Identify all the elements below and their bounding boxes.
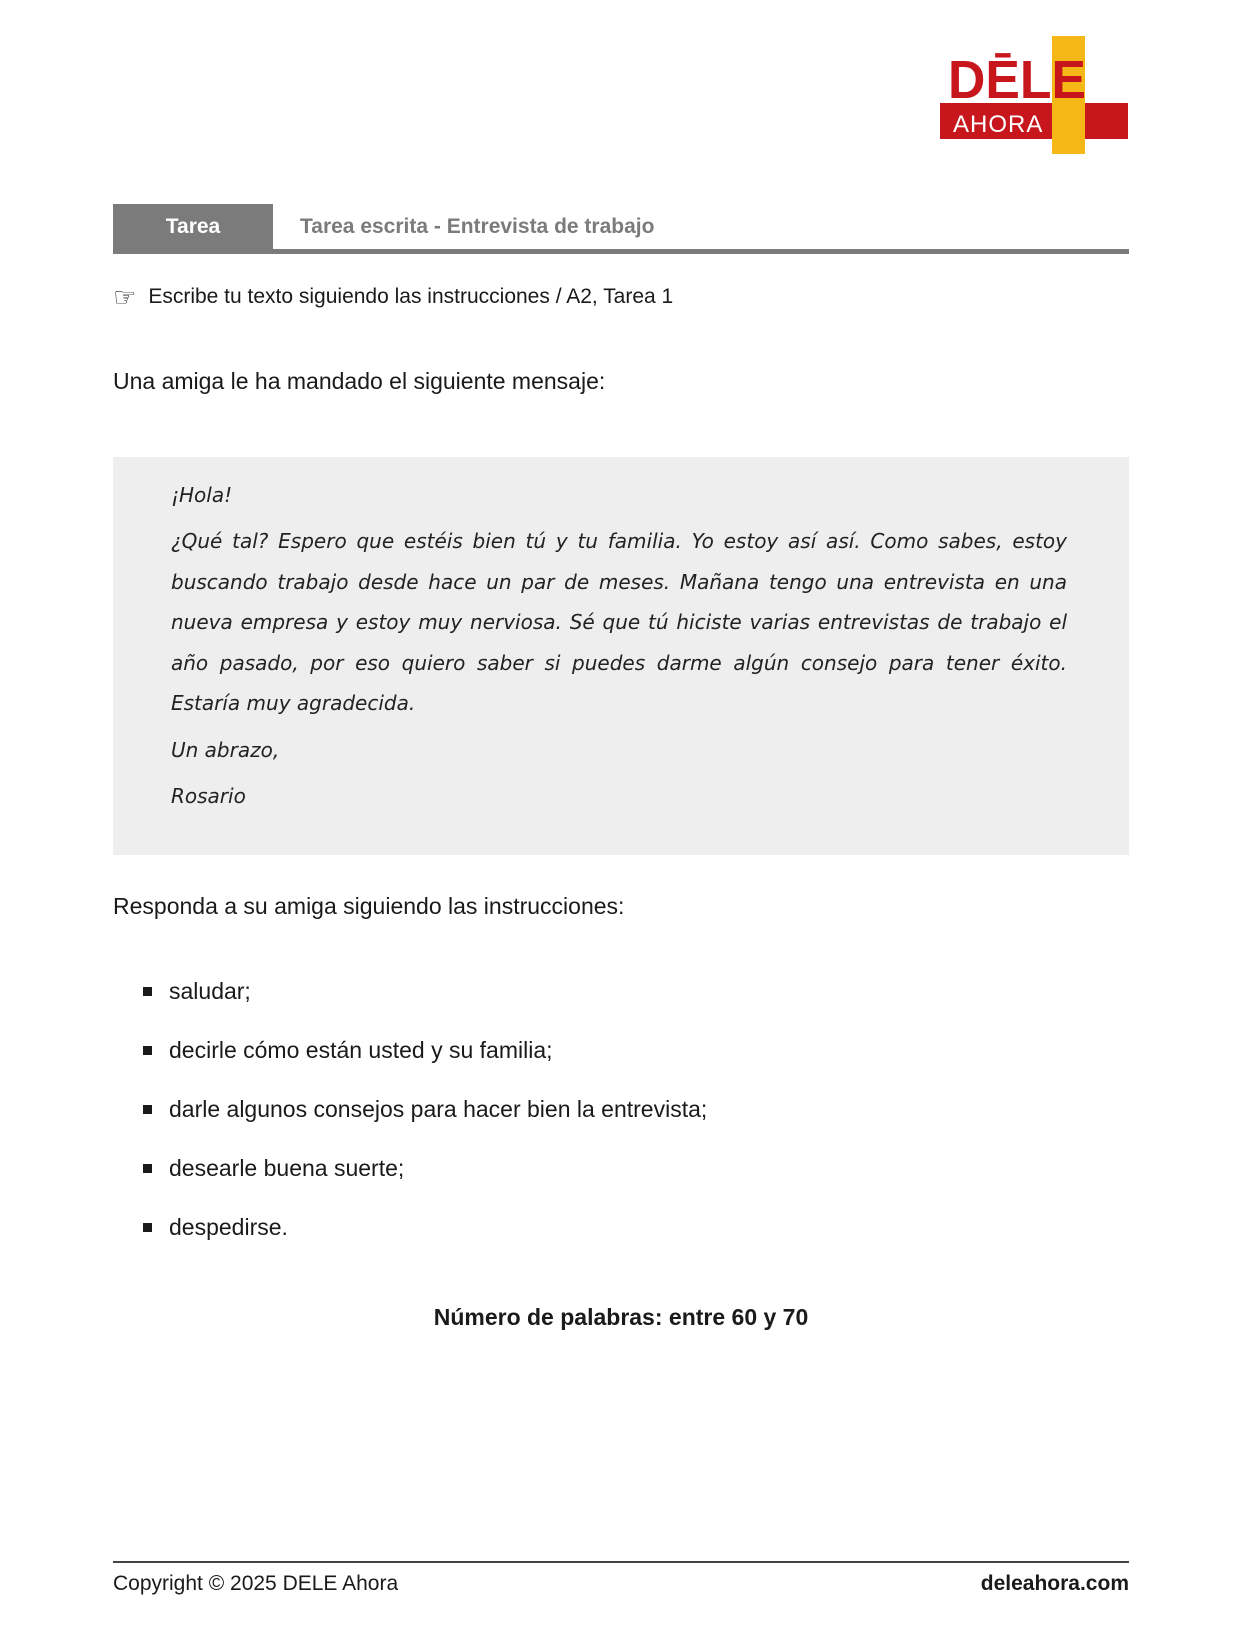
dele-ahora-logo: [940, 36, 1128, 154]
pointing-hand-icon: ☞: [113, 282, 137, 312]
footer-divider: [113, 1561, 1129, 1563]
word-count: Número de palabras: entre 60 y 70: [433, 1304, 809, 1330]
bullet-icon: [143, 1046, 152, 1055]
logo-word: DĒLE: [948, 50, 1086, 110]
list-item: decirle cómo están usted y su familia;: [143, 1021, 707, 1080]
copyright-text: Copyright © 2025 DELE Ahora: [113, 1572, 399, 1595]
list-item: saludar;: [143, 962, 707, 1021]
letter-closing: Un abrazo,: [171, 737, 280, 762]
task-tab-label: Tarea: [113, 204, 273, 249]
task-title: Tarea escrita - Entrevista de trabajo: [300, 214, 655, 238]
list-item: darle algunos consejos para hacer bien la entrevista;: [143, 1080, 707, 1139]
bullet-icon: [143, 1223, 152, 1232]
instruction-line: [113, 284, 673, 310]
task-header: [113, 204, 1129, 253]
bullet-icon: [143, 1105, 152, 1114]
list-item: despedirse.: [143, 1198, 707, 1257]
list-item: desearle buena suerte;: [143, 1139, 707, 1198]
instruction-text: Escribe tu texto siguiendo las instrucciones / A2, Tarea 1: [148, 285, 674, 308]
header-divider: [113, 249, 1129, 254]
site-link[interactable]: deleahora.com: [980, 1572, 1129, 1595]
instruction-list: [143, 962, 707, 1257]
bullet-icon: [143, 1164, 152, 1173]
bullet-icon: [143, 987, 152, 996]
logo-sub: AHORA: [953, 111, 1044, 138]
intro-text: Una amiga le ha mandado el siguiente mensaje:: [113, 368, 606, 394]
letter-body: ¿Qué tal? Espero que estéis bien tú y tu familia. Yo estoy así así. Como sabes, estoy buscando trabajo desde hace un par de meses. Mañana tengo una entrevista en una nueva empresa y estoy muy nerviosa. Sé que tú hiciste varias entrevistas de trabajo el año pasado, por eso quiero saber si puedes darme algún consejo para tener éxito. Estaría muy agradecida.: [171, 529, 1067, 715]
respond-instructions: Responda a su amiga siguiendo las instrucciones:: [113, 893, 625, 919]
letter-box: [113, 457, 1129, 855]
letter-greeting: ¡Hola!: [171, 483, 233, 507]
letter-signature: Rosario: [171, 783, 246, 808]
